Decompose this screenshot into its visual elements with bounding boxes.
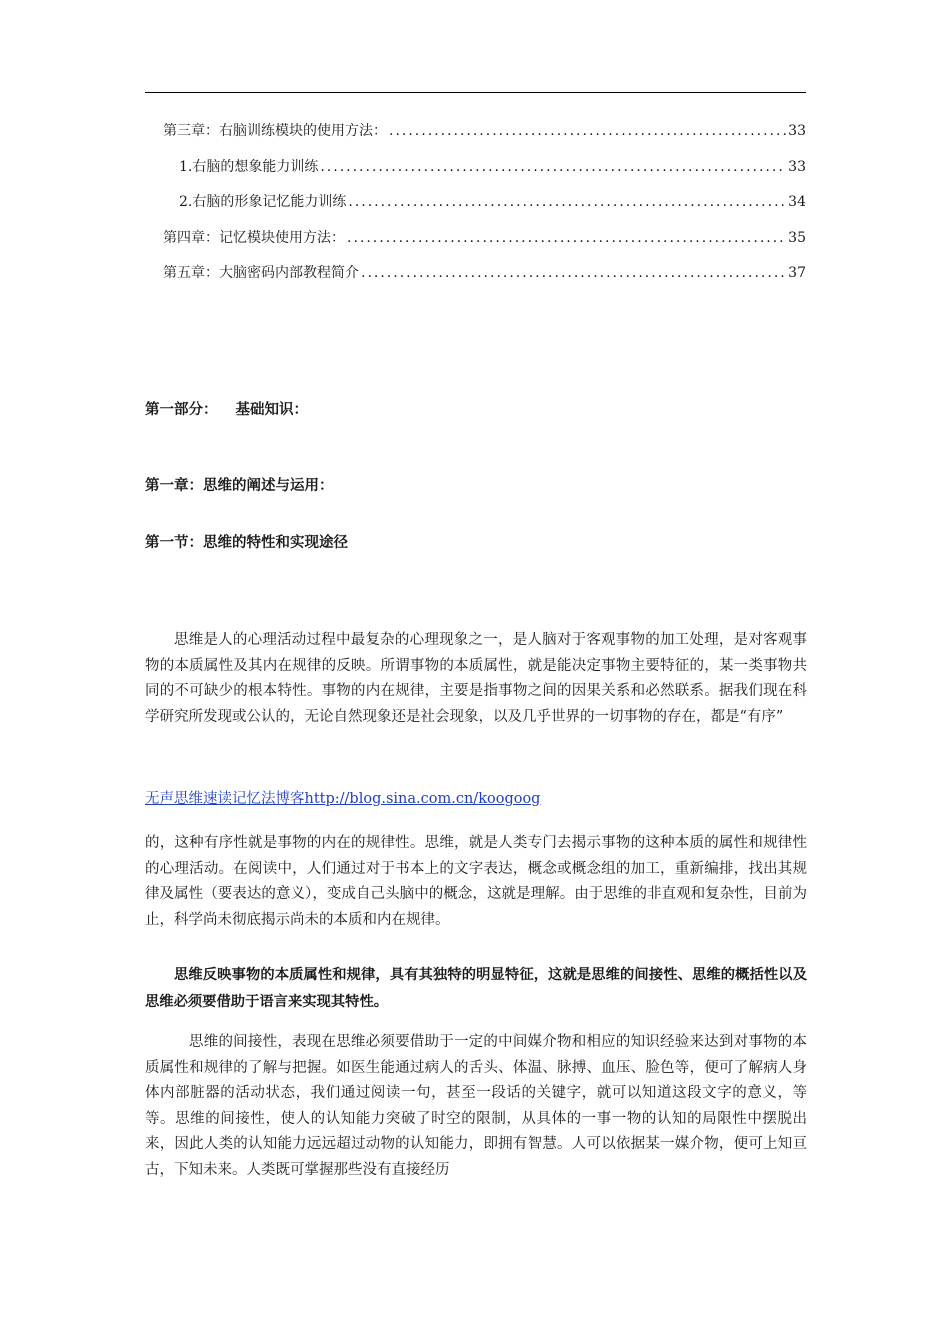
toc-entry-title: 第五章：大脑密码内部教程简介 [163, 265, 359, 281]
header-rule [145, 92, 806, 93]
toc-entry-page: 33 [788, 123, 806, 139]
toc-entry[interactable] [145, 120, 806, 156]
toc-entry[interactable] [145, 227, 806, 263]
toc-leader-dots [347, 230, 786, 246]
toc-entry-page: 34 [788, 194, 806, 210]
toc-entry-page: 35 [788, 229, 806, 246]
table-of-contents [145, 120, 806, 298]
body-paragraph-2: 的，这种有序性就是事物的内在的规律性。思维，就是人类专门去揭示事物的这种本质的属性和规律性的心理活动。在阅读中，人们通过对于书本上的文字表达，概念或概念组的加工，重新编排，找出其规律及属性（要表达的意义），变成自己头脑中的概念，这就是理解。由于思维的非直观和复杂性，目前为止，科学尚未彻底揭示尚未的本质和内在规律。 [145, 835, 807, 928]
body-paragraph-bold: 思维反映事物的本质属性和规律，具有其独特的明显特征，这就是思维的间接性、思维的概括性以及思维必须要借助于语言来实现其特性。 [145, 967, 807, 1010]
part-heading-label: 第一部分： [145, 402, 218, 418]
toc-leader-dots [320, 159, 786, 175]
toc-entry-title: 第三章：右脑训练模块的使用方法： [163, 123, 387, 139]
toc-entry-title: 1.右脑的想象能力训练 [179, 158, 319, 175]
toc-entry[interactable] [145, 262, 806, 298]
part-heading [145, 398, 308, 419]
chapter-heading: 第一章：思维的阐述与运用： [145, 478, 334, 494]
toc-entry-page: 33 [788, 158, 806, 175]
body-paragraph-1: 思维是人的心理活动过程中最复杂的心理现象之一，是人脑对于客观事物的加工处理，是对客观事物的本质属性及其内在规律的反映。所谓事物的本质属性，就是能决定事物主要特征的，某一类事物共同的不可缺少的根本特性。事物的内在规律，主要是指事物之间的因果关系和必然联系。据我们现在科学研究所发现或公认的，无论自然现象还是社会现象，以及几乎世界的一切事物的存在，都是“有序” [145, 632, 807, 725]
toc-leader-dots [361, 265, 786, 281]
body-paragraph-4: 思维的间接性，表现在思维必须要借助于一定的中间媒介物和相应的知识经验来达到对事物的本质属性和规律的了解与把握。如医生能通过病人的舌头、体温、脉搏、血压、脸色等，便可了解病人身体内部脏器的活动状态，我们通过阅读一句，甚至一段话的关键字，就可以知道这段文字的意义，等等。思维的间接性，使人的认知能力突破了时空的限制，从具体的一事一物的认知的局限性中摆脱出来，因此人类的认知能力远远超过动物的认知能力，即拥有智慧。人可以依据某一媒介物，便可上知亘古，下知未来。人类既可掌握那些没有直接经历 [145, 1034, 807, 1178]
toc-entry[interactable] [145, 156, 806, 192]
toc-entry-title: 2.右脑的形象记忆能力训练 [179, 194, 347, 210]
toc-leader-dots [389, 123, 786, 139]
blog-link-line [145, 787, 540, 808]
toc-leader-dots [348, 194, 786, 210]
blog-link-url: http://blog.sina.com.cn/koogoog [304, 791, 541, 807]
toc-entry-title: 第四章：记忆模块使用方法： [163, 229, 345, 246]
toc-entry[interactable] [145, 191, 806, 227]
blog-link-label: 无声思维速读记忆法博客 [145, 791, 305, 807]
section-heading: 第一节：思维的特性和实现途径 [145, 535, 348, 551]
blog-link[interactable] [145, 791, 540, 807]
toc-entry-page: 37 [788, 265, 806, 281]
part-heading-title: 基础知识： [235, 402, 308, 418]
